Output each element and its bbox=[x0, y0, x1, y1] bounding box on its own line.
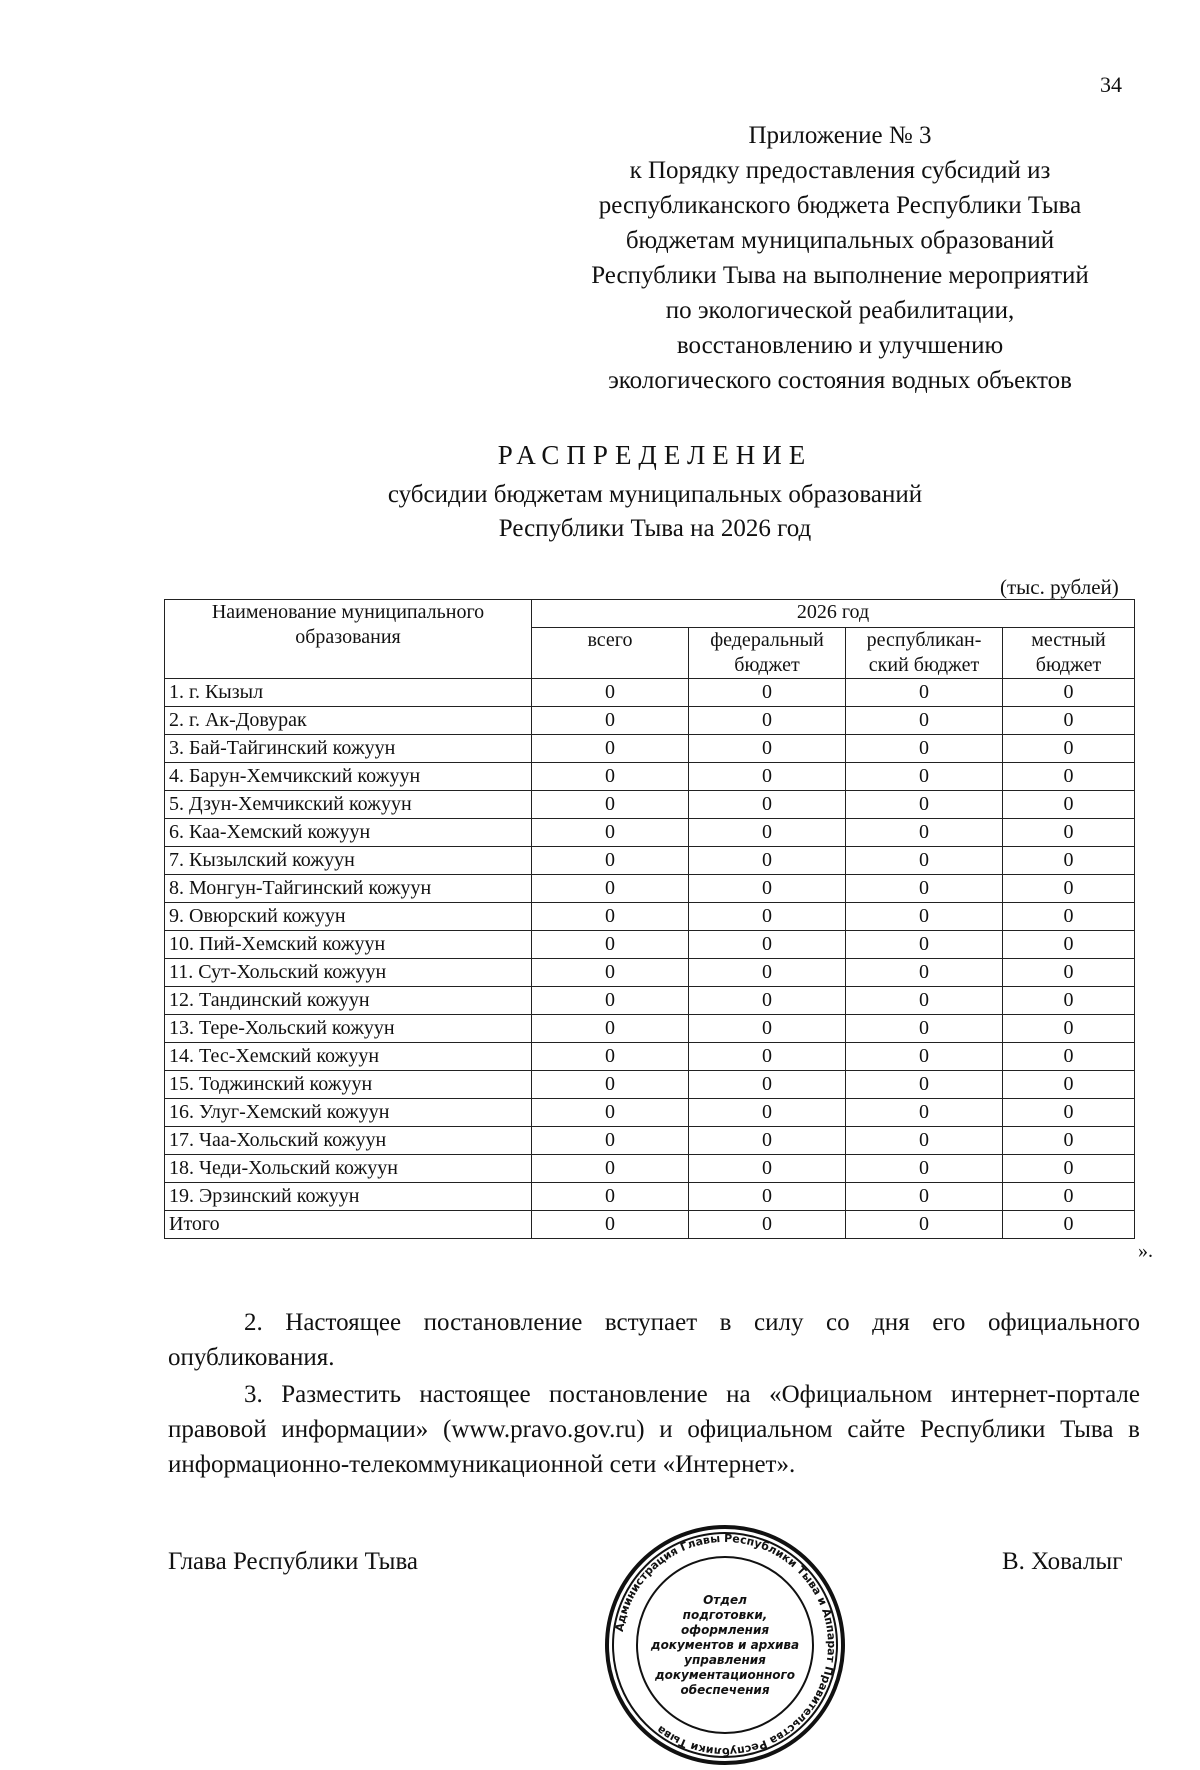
table-row bbox=[165, 791, 1135, 819]
local-cell: 0 bbox=[1003, 959, 1135, 987]
federal-cell: 0 bbox=[689, 791, 846, 819]
local-cell: 0 bbox=[1003, 1043, 1135, 1071]
total-cell: 0 bbox=[532, 847, 689, 875]
municipality-name: 6. Каа-Хемский кожуун bbox=[165, 819, 532, 847]
federal-cell: 0 bbox=[689, 1211, 846, 1239]
total-cell: 0 bbox=[532, 987, 689, 1015]
table-row bbox=[165, 1099, 1135, 1127]
table-row bbox=[165, 1211, 1135, 1239]
republican-cell: 0 bbox=[846, 1127, 1003, 1155]
local-cell: 0 bbox=[1003, 903, 1135, 931]
federal-cell: 0 bbox=[689, 1155, 846, 1183]
total-cell: 0 bbox=[532, 735, 689, 763]
table-row bbox=[165, 987, 1135, 1015]
total-cell: 0 bbox=[532, 819, 689, 847]
municipality-name: 9. Овюрский кожуун bbox=[165, 903, 532, 931]
table-row bbox=[165, 763, 1135, 791]
table-row bbox=[165, 707, 1135, 735]
municipality-name: 1. г. Кызыл bbox=[165, 679, 532, 707]
federal-cell: 0 bbox=[689, 987, 846, 1015]
federal-cell: 0 bbox=[689, 1015, 846, 1043]
appendix-line: восстановлению и улучшению bbox=[676, 332, 1004, 359]
local-cell: 0 bbox=[1003, 1099, 1135, 1127]
federal-cell: 0 bbox=[689, 1071, 846, 1099]
local-cell: 0 bbox=[1003, 1183, 1135, 1211]
local-cell: 0 bbox=[1003, 931, 1135, 959]
local-cell: 0 bbox=[1003, 1127, 1135, 1155]
closing-quote: ». bbox=[1138, 1240, 1153, 1262]
republican-cell: 0 bbox=[846, 875, 1003, 903]
local-cell: 0 bbox=[1003, 679, 1135, 707]
appendix-line: к Порядку предоставления субсидий из bbox=[629, 157, 1051, 184]
local-cell: 0 bbox=[1003, 707, 1135, 735]
republican-cell: 0 bbox=[846, 987, 1003, 1015]
total-cell: 0 bbox=[532, 1211, 689, 1239]
municipality-name: 10. Пий-Хемский кожуун bbox=[165, 931, 532, 959]
signatory-role: Глава Республики Тыва bbox=[168, 1548, 419, 1575]
seal-center-line: подготовки, bbox=[682, 1608, 768, 1622]
federal-cell: 0 bbox=[689, 1099, 846, 1127]
table-body bbox=[165, 679, 1135, 1239]
republican-cell: 0 bbox=[846, 959, 1003, 987]
total-cell: 0 bbox=[532, 1043, 689, 1071]
republican-cell: 0 bbox=[846, 931, 1003, 959]
republican-cell: 0 bbox=[846, 1099, 1003, 1127]
republican-cell: 0 bbox=[846, 1155, 1003, 1183]
total-cell: 0 bbox=[532, 679, 689, 707]
local-cell: 0 bbox=[1003, 1211, 1135, 1239]
municipality-name: 17. Чаа-Хольский кожуун bbox=[165, 1127, 532, 1155]
total-cell: 0 bbox=[532, 1099, 689, 1127]
total-cell: 0 bbox=[532, 931, 689, 959]
republican-cell: 0 bbox=[846, 1015, 1003, 1043]
header-municipality: Наименование муниципального образования bbox=[165, 600, 532, 679]
appendix-line: Республики Тыва на выполнение мероприятий bbox=[591, 262, 1089, 289]
seal-center-line: документационного bbox=[654, 1668, 796, 1682]
federal-cell: 0 bbox=[689, 735, 846, 763]
republican-cell: 0 bbox=[846, 791, 1003, 819]
local-cell: 0 bbox=[1003, 1015, 1135, 1043]
federal-cell: 0 bbox=[689, 931, 846, 959]
table-row bbox=[165, 1155, 1135, 1183]
federal-cell: 0 bbox=[689, 959, 846, 987]
municipality-name: 7. Кызылский кожуун bbox=[165, 847, 532, 875]
republican-cell: 0 bbox=[846, 819, 1003, 847]
republican-cell: 0 bbox=[846, 763, 1003, 791]
total-cell: 0 bbox=[532, 1127, 689, 1155]
republican-cell: 0 bbox=[846, 847, 1003, 875]
paragraph-3: 3. Разместить настоящее постановление на «Официальном интернет-портале правовой информации» (www.pravo.gov.ru) и официальном сайте Республики Тыва в информационно-телекоммуникационной сети «Интернет». bbox=[168, 1381, 1140, 1478]
page-number: 34 bbox=[1100, 72, 1122, 97]
republican-cell: 0 bbox=[846, 1043, 1003, 1071]
seal-center-line: управления bbox=[684, 1653, 766, 1667]
municipality-name: 3. Бай-Тайгинский кожуун bbox=[165, 735, 532, 763]
municipality-name: 18. Чеди-Хольский кожуун bbox=[165, 1155, 532, 1183]
local-cell: 0 bbox=[1003, 875, 1135, 903]
header-republican: республикан-ский бюджет bbox=[846, 628, 1003, 679]
municipality-name: 5. Дзун-Хемчикский кожуун bbox=[165, 791, 532, 819]
republican-cell: 0 bbox=[846, 1071, 1003, 1099]
paragraph-2: 2. Настоящее постановление вступает в силу со дня его официального опубликования. bbox=[168, 1309, 1140, 1371]
table-row bbox=[165, 1071, 1135, 1099]
total-cell: 0 bbox=[532, 1015, 689, 1043]
municipality-name: Итого bbox=[165, 1211, 532, 1239]
municipality-name: 15. Тоджинский кожуун bbox=[165, 1071, 532, 1099]
seal-center-line: обеспечения bbox=[680, 1683, 770, 1697]
local-cell: 0 bbox=[1003, 735, 1135, 763]
table-row bbox=[165, 1015, 1135, 1043]
federal-cell: 0 bbox=[689, 1127, 846, 1155]
federal-cell: 0 bbox=[689, 763, 846, 791]
federal-cell: 0 bbox=[689, 679, 846, 707]
municipality-name: 19. Эрзинский кожуун bbox=[165, 1183, 532, 1211]
seal-center-line: Отдел bbox=[703, 1593, 747, 1607]
header-year: 2026 год bbox=[532, 600, 1135, 628]
republican-cell: 0 bbox=[846, 735, 1003, 763]
municipality-name: 16. Улуг-Хемский кожуун bbox=[165, 1099, 532, 1127]
subtitle-line: Республики Тыва на 2026 год bbox=[498, 515, 812, 542]
federal-cell: 0 bbox=[689, 1043, 846, 1071]
local-cell: 0 bbox=[1003, 791, 1135, 819]
header-local: местный бюджет bbox=[1003, 628, 1135, 679]
republican-cell: 0 bbox=[846, 707, 1003, 735]
table-row bbox=[165, 1043, 1135, 1071]
appendix-header bbox=[560, 118, 1120, 398]
federal-cell: 0 bbox=[689, 903, 846, 931]
table-row bbox=[165, 903, 1135, 931]
local-cell: 0 bbox=[1003, 1071, 1135, 1099]
total-cell: 0 bbox=[532, 1071, 689, 1099]
federal-cell: 0 bbox=[689, 875, 846, 903]
federal-cell: 0 bbox=[689, 707, 846, 735]
local-cell: 0 bbox=[1003, 819, 1135, 847]
local-cell: 0 bbox=[1003, 847, 1135, 875]
municipality-name: 8. Монгун-Тайгинский кожуун bbox=[165, 875, 532, 903]
table-row bbox=[165, 819, 1135, 847]
municipality-name: 14. Тес-Хемский кожуун bbox=[165, 1043, 532, 1071]
local-cell: 0 bbox=[1003, 987, 1135, 1015]
table-row bbox=[165, 959, 1135, 987]
table-row bbox=[165, 1183, 1135, 1211]
federal-cell: 0 bbox=[689, 1183, 846, 1211]
official-seal-icon bbox=[600, 1520, 850, 1770]
header-federal: федеральный бюджет bbox=[689, 628, 846, 679]
republican-cell: 0 bbox=[846, 679, 1003, 707]
table-row bbox=[165, 931, 1135, 959]
document-subtitle bbox=[0, 478, 1200, 546]
republican-cell: 0 bbox=[846, 1183, 1003, 1211]
appendix-line: по экологической реабилитации, bbox=[665, 297, 1015, 324]
document-title: РАСПРЕДЕЛЕНИЕ bbox=[497, 440, 813, 470]
republican-cell: 0 bbox=[846, 1211, 1003, 1239]
total-cell: 0 bbox=[532, 763, 689, 791]
municipality-name: 13. Тере-Хольский кожуун bbox=[165, 1015, 532, 1043]
header-total: всего bbox=[532, 628, 689, 679]
table-row bbox=[165, 735, 1135, 763]
total-cell: 0 bbox=[532, 707, 689, 735]
subtitle-line: субсидии бюджетам муниципальных образований bbox=[387, 481, 923, 508]
federal-cell: 0 bbox=[689, 819, 846, 847]
table-row bbox=[165, 847, 1135, 875]
total-cell: 0 bbox=[532, 791, 689, 819]
seal-ring-text: Администрация Главы Республики Тыва и Аппарат Правительства Республики Тыва bbox=[612, 1531, 839, 1759]
signatory-name: В. Ховалыг bbox=[1002, 1548, 1123, 1575]
total-cell: 0 bbox=[532, 1183, 689, 1211]
federal-cell: 0 bbox=[689, 847, 846, 875]
table-row bbox=[165, 875, 1135, 903]
units-label: (тыс. рублей) bbox=[1000, 575, 1119, 599]
appendix-line: бюджетам муниципальных образований bbox=[625, 227, 1055, 254]
total-cell: 0 bbox=[532, 903, 689, 931]
municipality-name: 4. Барун-Хемчикский кожуун bbox=[165, 763, 532, 791]
local-cell: 0 bbox=[1003, 763, 1135, 791]
seal-center-line: оформления bbox=[680, 1623, 770, 1637]
municipality-name: 11. Сут-Хольский кожуун bbox=[165, 959, 532, 987]
total-cell: 0 bbox=[532, 1155, 689, 1183]
republican-cell: 0 bbox=[846, 903, 1003, 931]
municipality-name: 2. г. Ак-Довурак bbox=[165, 707, 532, 735]
municipality-name: 12. Тандинский кожуун bbox=[165, 987, 532, 1015]
total-cell: 0 bbox=[532, 959, 689, 987]
distribution-table bbox=[164, 599, 1135, 1239]
appendix-line: Приложение № 3 bbox=[748, 122, 932, 149]
appendix-line: экологического состояния водных объектов bbox=[608, 367, 1072, 394]
table-row bbox=[165, 679, 1135, 707]
seal-center-line: документов и архива bbox=[650, 1638, 800, 1652]
local-cell: 0 bbox=[1003, 1155, 1135, 1183]
table-row bbox=[165, 1127, 1135, 1155]
total-cell: 0 bbox=[532, 875, 689, 903]
appendix-line: республиканского бюджета Республики Тыва bbox=[598, 192, 1082, 219]
